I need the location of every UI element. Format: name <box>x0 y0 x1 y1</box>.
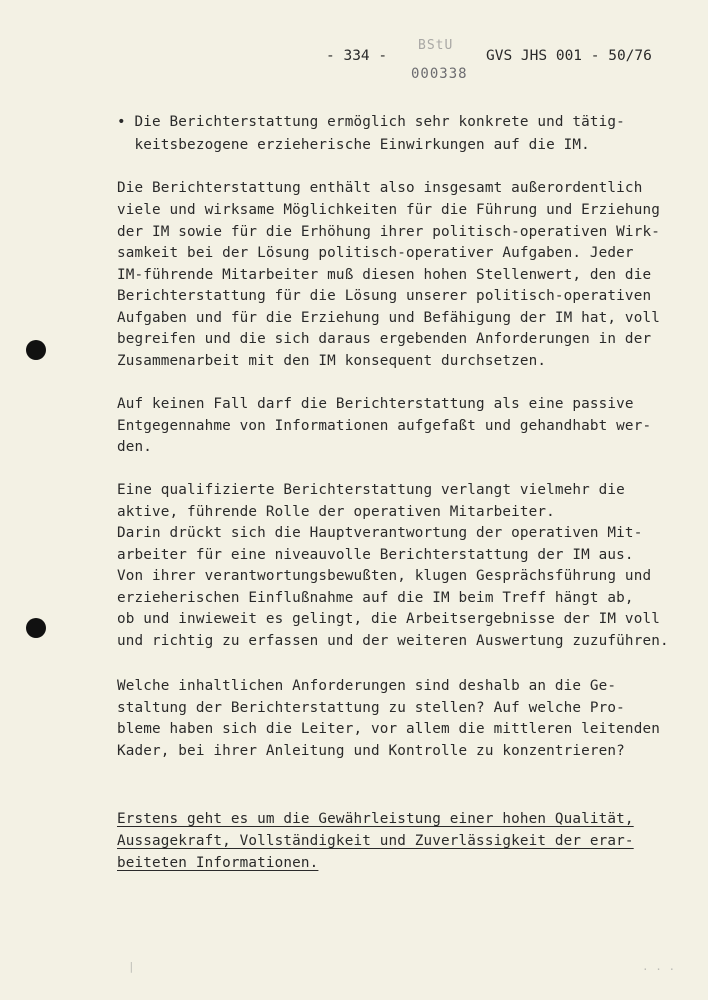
text-line: ob und inwieweit es gelingt, die Arbeitsergebnisse der IM voll <box>117 611 660 627</box>
text-line: Die Berichterstattung enthält also insgesamt außerordentlich <box>117 180 643 196</box>
text-line: IM-führende Mitarbeiter muß diesen hohen Stellenwert, den die <box>117 267 652 283</box>
classification-code: GVS JHS 001 - 50/76 <box>486 48 652 64</box>
text-line: Kader, bei ihrer Anleitung und Kontrolle zu konzentrieren? <box>117 743 625 759</box>
text-line: Darin drückt sich die Hauptverantwortung der operativen Mit- <box>117 525 643 541</box>
text-line: beiteten Informationen. <box>117 855 319 871</box>
text-line: bleme haben sich die Leiter, vor allem die mittleren leitenden <box>117 721 660 737</box>
punch-hole-upper <box>26 340 46 360</box>
text-line: den. <box>117 439 153 455</box>
text-line: Aufgaben und für die Erziehung und Befähigung der IM hat, voll <box>117 310 660 326</box>
text-line: Auf keinen Fall darf die Berichterstattung als eine passive <box>117 396 634 412</box>
text-line: Welche inhaltlichen Anforderungen sind deshalb an die Ge- <box>117 678 617 694</box>
text-line: aktive, führende Rolle der operativen Mitarbeiter. <box>117 504 555 520</box>
text-line: Erstens geht es um die Gewährleistung einer hohen Qualität, <box>117 811 634 827</box>
archive-stamp-label: BStU <box>418 38 454 53</box>
archive-stamp-number: 000338 <box>411 66 468 82</box>
text-line: Berichterstattung für die Lösung unserer politisch-operativen <box>117 288 652 304</box>
text-line: Aussagekraft, Vollständigkeit und Zuverlässigkeit der erar- <box>117 833 634 849</box>
scan-artifact-mark: | <box>128 960 135 973</box>
scan-artifact-mark: . . . <box>642 960 676 973</box>
text-line: arbeiter für eine niveauvolle Berichterstattung der IM aus. <box>117 547 634 563</box>
text-line: samkeit bei der Lösung politisch-operativer Aufgaben. Jeder <box>117 245 634 261</box>
page-number: - 334 - <box>326 48 388 64</box>
text-line: staltung der Berichterstattung zu stellen? Auf welche Pro- <box>117 700 625 716</box>
text-line: viele und wirksame Möglichkeiten für die Führung und Erziehung <box>117 202 660 218</box>
text-line: • Die Berichterstattung ermöglich sehr konkrete und tätig- <box>117 114 625 130</box>
text-line: Zusammenarbeit mit den IM konsequent durchsetzen. <box>117 353 547 369</box>
text-line: erzieherischen Einflußnahme auf die IM beim Treff hängt ab, <box>117 590 634 606</box>
text-line: der IM sowie für die Erhöhung ihrer politisch-operativen Wirk- <box>117 224 660 240</box>
text-line: Eine qualifizierte Berichterstattung verlangt vielmehr die <box>117 482 625 498</box>
text-line: Entgegennahme von Informationen aufgefaßt und gehandhabt wer- <box>117 418 652 434</box>
text-line: Von ihrer verantwortungsbewußten, klugen Gesprächsführung und <box>117 568 652 584</box>
text-line: begreifen und die sich daraus ergebenden Anforderungen in der <box>117 331 652 347</box>
punch-hole-lower <box>26 618 46 638</box>
text-line: und richtig zu erfassen und der weiteren Auswertung zuzuführen. <box>117 633 669 649</box>
text-line: keitsbezogene erzieherische Einwirkungen auf die IM. <box>117 137 590 153</box>
